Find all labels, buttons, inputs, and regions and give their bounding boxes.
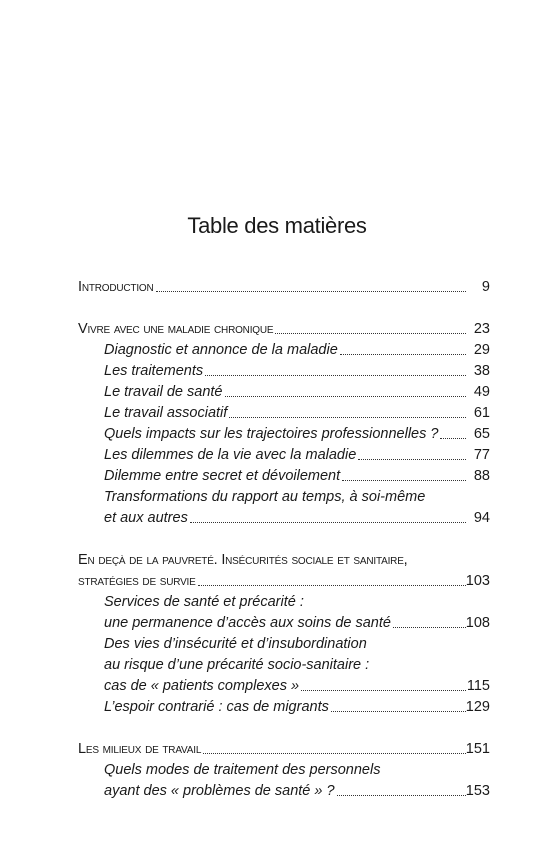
dot-leader: [331, 711, 466, 712]
dot-leader: [156, 291, 466, 292]
dot-leader: [340, 354, 466, 355]
toc-subentry[interactable]: [78, 508, 490, 529]
dot-leader: [203, 753, 466, 754]
toc-entry-title: Transformations du rapport au temps, à soi-même: [104, 489, 426, 505]
dot-leader: [393, 627, 466, 628]
toc-entry-title: une permanence d’accès aux soins de santé: [104, 615, 391, 631]
toc-entry-title: En deçà de la pauvreté. Insécurités sociale et sanitaire,: [78, 552, 408, 568]
toc-entry-title: Les milieux de travail: [78, 741, 202, 757]
toc-page-number: 153: [465, 783, 490, 799]
toc-entry-title: Le travail de santé: [104, 384, 223, 400]
toc-entry-title: au risque d’une précarité socio-sanitaire :: [104, 657, 370, 673]
toc-subentry-line[interactable]: [78, 487, 490, 508]
toc-page-number: 49: [473, 384, 490, 400]
dot-leader: [190, 522, 466, 523]
toc-entry-title: Les traitements: [104, 363, 204, 379]
toc-subentry[interactable]: [78, 445, 490, 466]
toc-page-number: 9: [481, 279, 490, 295]
toc-entry-title: Vivre avec une maladie chronique: [78, 321, 274, 337]
toc-entry-en-deca-pauvrete[interactable]: [78, 571, 490, 592]
toc-entry-milieux-travail[interactable]: [78, 739, 490, 760]
toc-page-number: 61: [473, 405, 490, 421]
dot-leader: [205, 375, 466, 376]
toc-page-number: 108: [465, 615, 490, 631]
toc-entry-title: Le travail associatif: [104, 405, 228, 421]
toc-entry-title: stratégies de survie: [78, 573, 196, 589]
toc-page-number: 129: [465, 699, 490, 715]
toc-page-number: 103: [465, 573, 490, 589]
toc-entry-title: Les dilemmes de la vie avec la maladie: [104, 447, 357, 463]
toc-page-number: 94: [473, 510, 490, 526]
toc-entry-title: Des vies d’insécurité et d’insubordination: [104, 636, 367, 652]
dot-leader: [358, 459, 466, 460]
toc-entry-line[interactable]: [78, 550, 490, 571]
toc-entry-title: Quels modes de traitement des personnels: [104, 762, 381, 778]
toc-entry-vivre-avec-maladie[interactable]: [78, 319, 490, 340]
toc-subentry-line[interactable]: [78, 655, 490, 676]
toc-subentry-line[interactable]: [78, 760, 490, 781]
toc-entry-title: cas de « patients complexes »: [104, 678, 300, 694]
toc-subentry[interactable]: [78, 340, 490, 361]
toc-page-number: 38: [473, 363, 490, 379]
toc-subentry[interactable]: [78, 697, 490, 718]
toc-subentry[interactable]: [78, 361, 490, 382]
dot-leader: [229, 417, 466, 418]
dot-leader: [198, 585, 466, 586]
toc-page-number: 29: [473, 342, 490, 358]
toc-entry-title: Quels impacts sur les trajectoires professionnelles ?: [104, 426, 439, 442]
toc-page-number: 115: [466, 678, 490, 694]
toc-entry-title: et aux autres: [104, 510, 188, 526]
toc-subentry-line[interactable]: [78, 592, 490, 613]
table-of-contents: [78, 277, 490, 802]
toc-page-number: 65: [473, 426, 490, 442]
page-title: Table des matières: [187, 212, 367, 238]
toc-subentry[interactable]: [78, 403, 490, 424]
toc-entry-title: Diagnostic et annonce de la maladie: [104, 342, 338, 358]
toc-subentry-line[interactable]: [78, 634, 490, 655]
dot-leader: [301, 690, 466, 691]
toc-entry-title: Dilemme entre secret et dévoilement: [104, 468, 341, 484]
dot-leader: [275, 333, 466, 334]
toc-subentry[interactable]: [78, 382, 490, 403]
toc-subentry[interactable]: [78, 424, 490, 445]
toc-entry-introduction[interactable]: [78, 277, 490, 298]
toc-page-number: 77: [473, 447, 490, 463]
toc-entry-title: L’espoir contrarié : cas de migrants: [104, 699, 329, 715]
toc-subentry[interactable]: [78, 781, 490, 802]
toc-entry-title: Introduction: [78, 279, 154, 295]
dot-leader: [337, 795, 466, 796]
toc-subentry[interactable]: [78, 676, 490, 697]
toc-page-number: 88: [473, 468, 490, 484]
toc-subentry[interactable]: [78, 466, 490, 487]
toc-subentry[interactable]: [78, 613, 490, 634]
dot-leader: [342, 480, 466, 481]
toc-entry-title: Services de santé et précarité :: [104, 594, 304, 610]
dot-leader: [440, 438, 466, 439]
toc-page-number: 151: [465, 741, 490, 757]
dot-leader: [225, 396, 467, 397]
toc-page-number: 23: [473, 321, 490, 337]
toc-entry-title: ayant des « problèmes de santé » ?: [104, 783, 335, 799]
